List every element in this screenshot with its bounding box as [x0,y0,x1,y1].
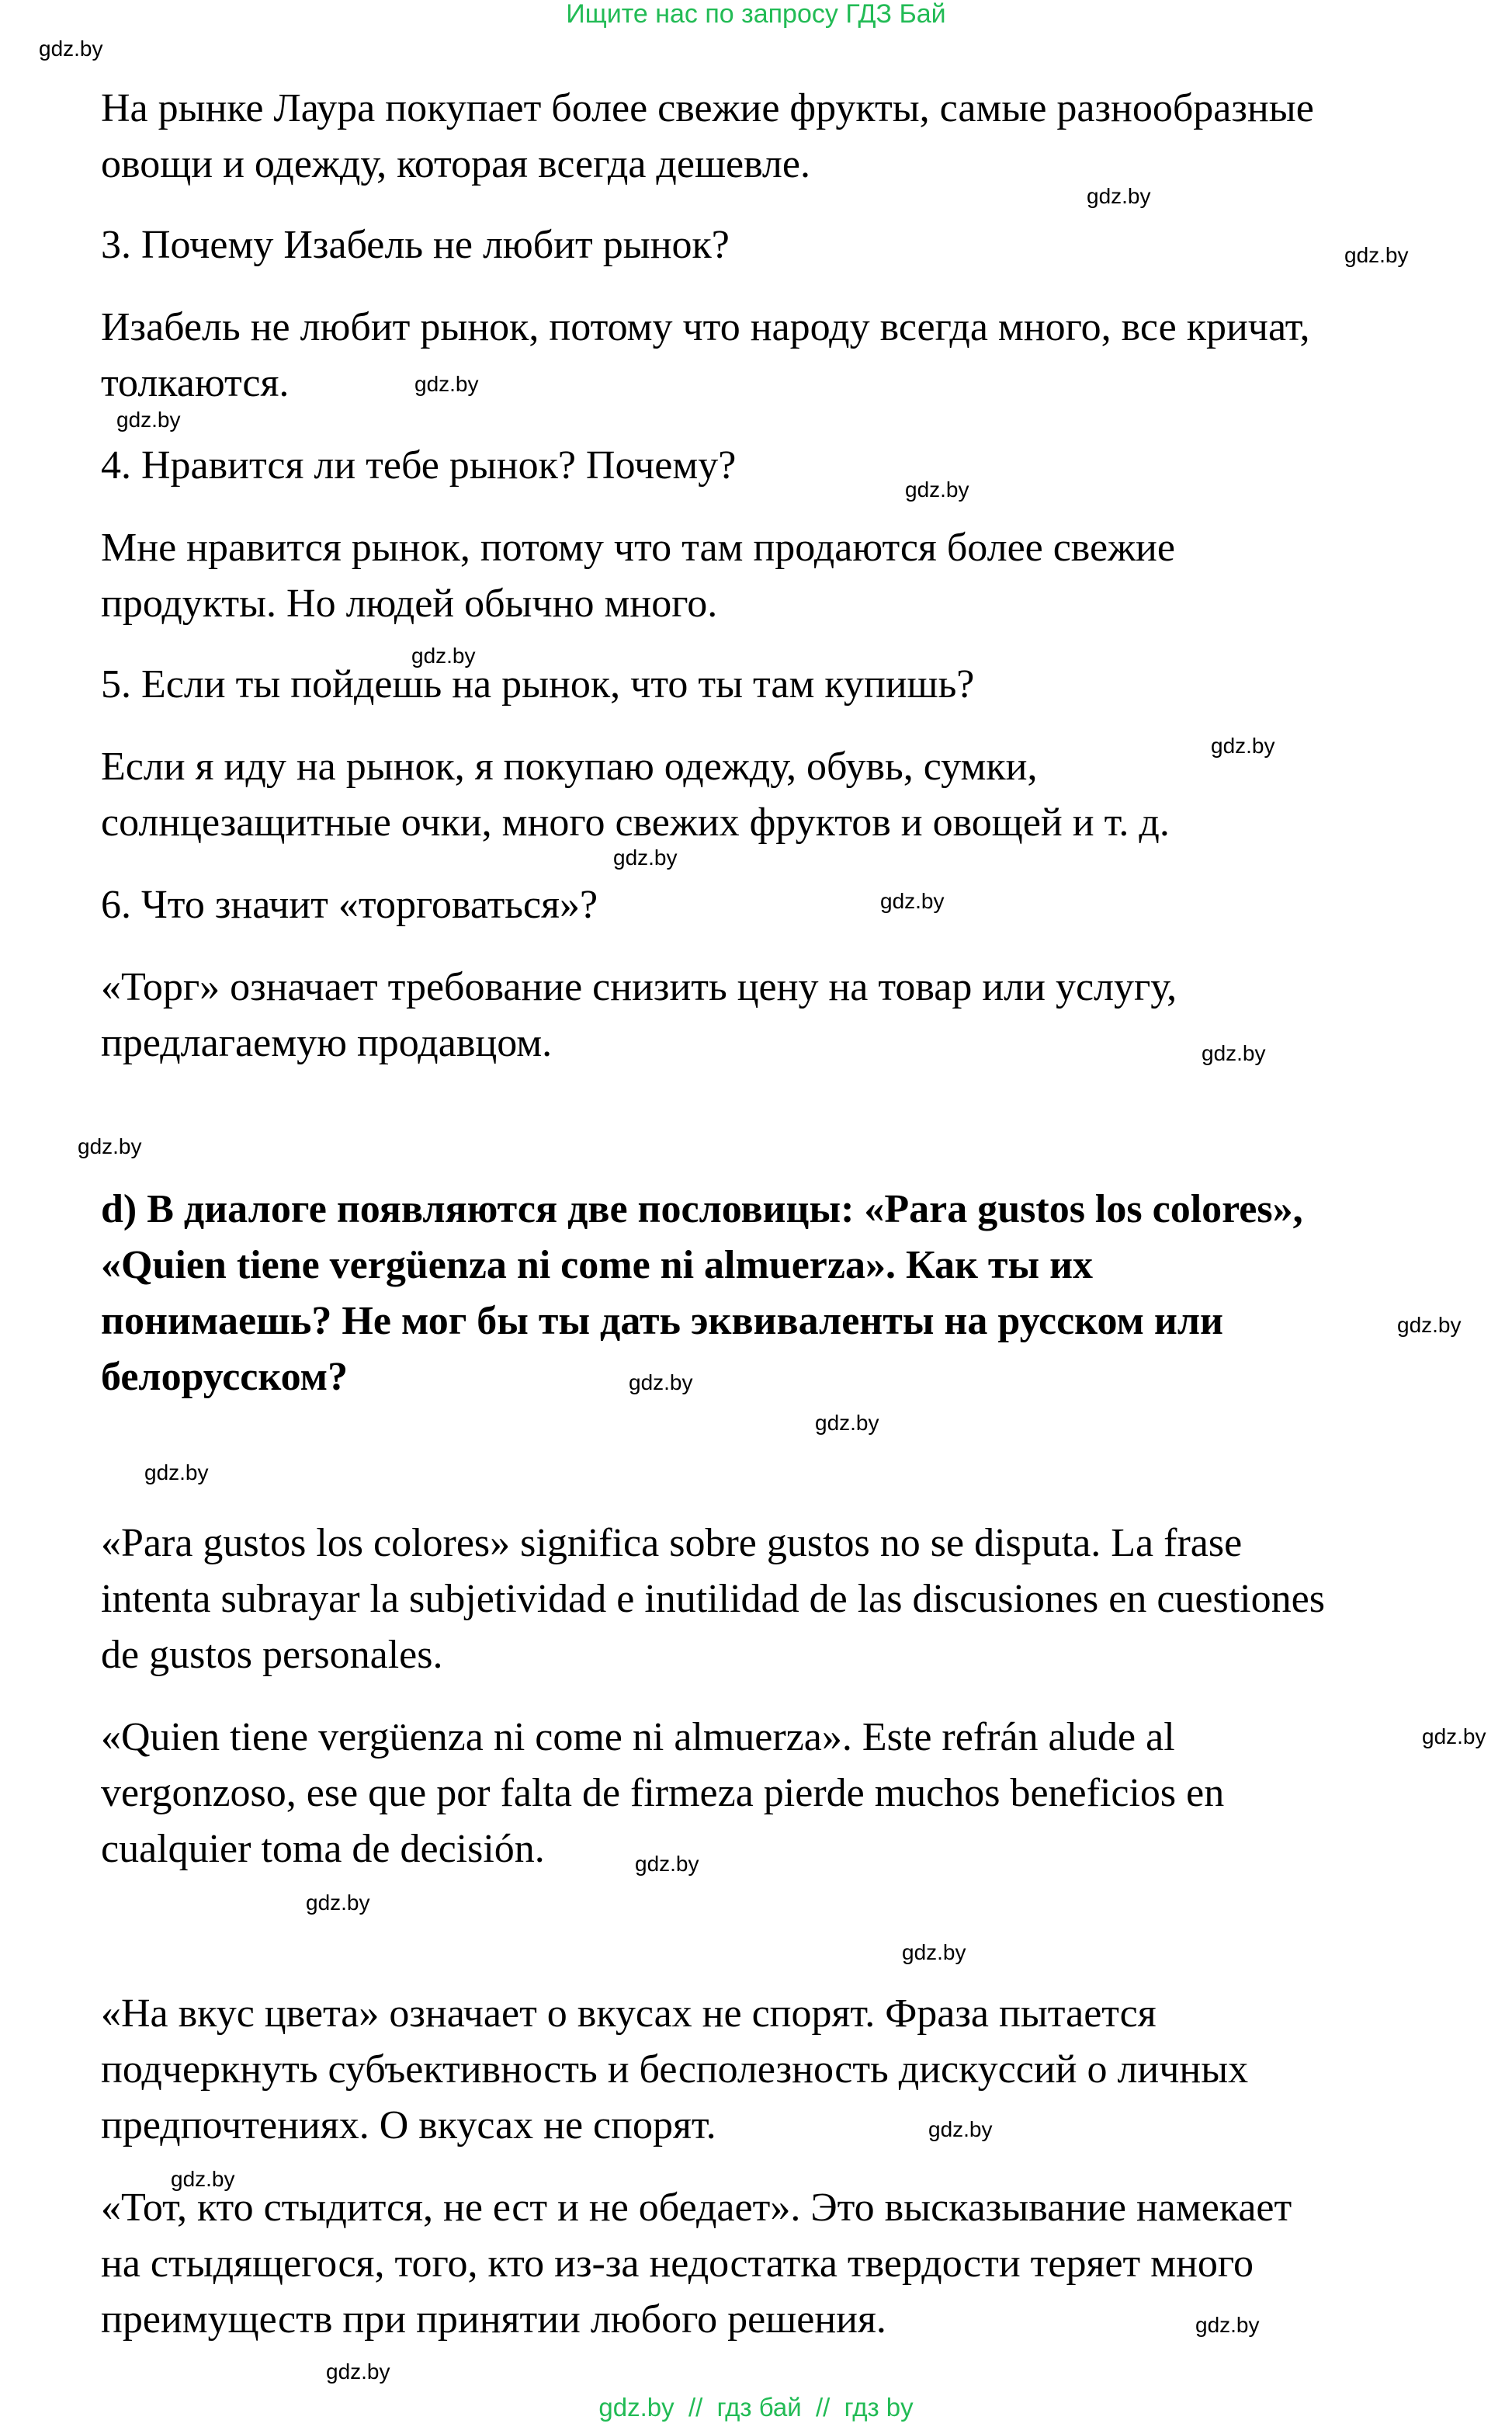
text-line: подчеркнуть субъективность и бесполезность дискуссий о личных [101,2047,1249,2092]
text-line: d) В диалоге появляются две пословицы: «Para gustos los colores», [101,1187,1303,1231]
watermark: gdz.by [306,1891,370,1915]
text-line: солнцезащитные очки, много свежих фруктов и овощей и т. д. [101,800,1170,845]
watermark: gdz.by [928,2117,993,2141]
text-line: 6. Что значит «торговаться»? [101,883,598,927]
question-5 [101,657,1490,713]
text-line: 5. Если ты пойдешь на рынок, что ты там купишь? [101,662,975,707]
watermark: gdz.by [1422,1724,1486,1748]
watermark: gdz.by [629,1370,693,1394]
watermark: gdz.by [411,644,476,668]
question-3 [101,217,1490,273]
russian-answer-2 [101,2180,1490,2348]
footer-links[interactable]: gdz.by // гдз бай // гдз by [598,2393,914,2422]
watermark: gdz.by [902,1940,966,1964]
russian-answer-1 [101,1986,1490,2154]
watermark: gdz.by [78,1134,142,1158]
watermark: gdz.by [1344,243,1409,267]
header-banner[interactable]: Ищите нас по запросу ГДЗ Бай [566,0,946,29]
text-line: преимуществ при принятии любого решения. [101,2297,886,2342]
question-4 [101,438,1490,494]
text-line: 3. Почему Изабель не любит рынок? [101,223,730,267]
watermark: gdz.by [815,1411,879,1435]
text-line: 4. Нравится ли тебе рынок? Почему? [101,443,737,488]
text-line: «Quien tiene vergüenza ni come ni almuerza». Как ты их [101,1243,1094,1287]
watermark: gdz.by [1202,1041,1266,1065]
watermark: gdz.by [144,1460,209,1484]
text-line: «Quien tiene vergüenza ni come ni almuerza». Este refrán alude al [101,1715,1175,1759]
text-line: Мне нравится рынок, потому что там продаются более свежие [101,526,1175,570]
text-line: Если я иду на рынок, я покупаю одежду, обувь, сумки, [101,745,1038,789]
text-line: Изабель не любит рынок, потому что народу всегда много, все кричат, [101,305,1310,349]
text-line: de gustos personales. [101,1633,443,1677]
text-line: «Тот, кто стыдится, не ест и не обедает». Это высказывание намекает [101,2186,1292,2230]
answer-2-paragraph [101,81,1490,193]
watermark: gdz.by [1195,2313,1260,2337]
watermark: gdz.by [1397,1313,1462,1337]
text-line: продукты. Но людей обычно много. [101,582,718,626]
watermark: gdz.by [905,477,969,502]
text-line: «На вкус цвета» означает о вкусах не спорят. Фраза пытается [101,1991,1157,2036]
watermark: gdz.by [613,845,678,870]
question-6 [101,877,1490,933]
text-line: intenta subrayar la subjetividad e inutilidad de las discusiones en cuestiones [101,1577,1325,1621]
text-line: vergonzoso, ese que por falta de firmeza pierde muchos beneficios en [101,1771,1225,1815]
watermark: gdz.by [171,2167,235,2191]
watermark: gdz.by [414,372,479,396]
watermark: gdz.by [1211,734,1275,758]
text-line: предпочтениях. О вкусах не спорят. [101,2103,716,2147]
answer-3-paragraph [101,300,1490,411]
text-line: овощи и одежду, которая всегда дешевле. [101,142,810,186]
watermark: gdz.by [635,1852,699,1876]
watermark: gdz.by [116,408,181,432]
text-line: белорусском? [101,1355,349,1399]
answer-5-paragraph [101,739,1490,851]
watermark: gdz.by [1087,184,1151,208]
watermark: gdz.by [326,2359,390,2384]
spanish-answer-2 [101,1710,1490,1877]
text-line: на стыдящегося, того, кто из-за недостатка твердости теряет много [101,2241,1254,2286]
text-line: На рынке Лаура покупает более свежие фрукты, самые разнообразные [101,86,1314,130]
task-d-heading [101,1182,1490,1405]
text-line: понимаешь? Не мог бы ты дать эквиваленты на русском или [101,1299,1223,1343]
watermark: gdz.by [880,889,945,913]
text-line: cualquier toma de decisión. [101,1827,545,1871]
watermark: gdz.by [39,36,103,61]
text-line: «Para gustos los colores» significa sobre gustos no se disputa. La frase [101,1521,1243,1565]
text-line: предлагаемую продавцом. [101,1021,553,1065]
answer-6-paragraph [101,960,1490,1071]
answer-4-paragraph [101,520,1490,632]
text-line: «Торг» означает требование снизить цену на товар или услугу, [101,965,1177,1009]
spanish-answer-1 [101,1516,1490,1683]
text-line: толкаются. [101,361,290,405]
